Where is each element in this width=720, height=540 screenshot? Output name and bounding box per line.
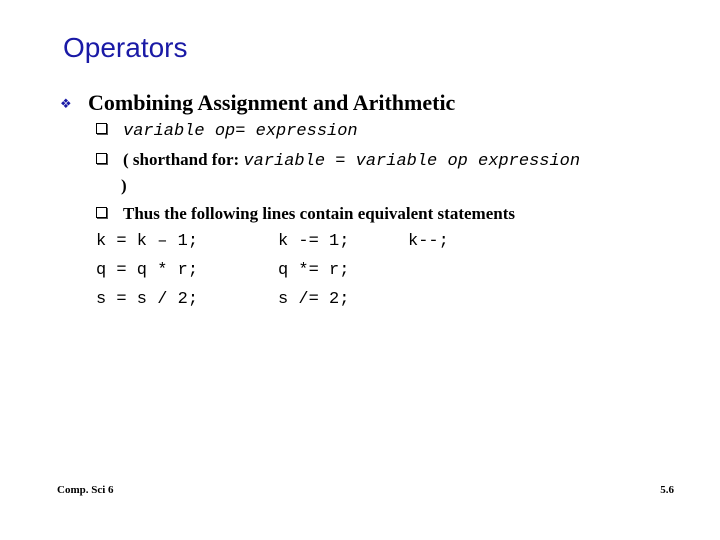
code-cell: q *= r;: [278, 261, 350, 280]
square-bullet-icon: [96, 207, 107, 218]
footer-page-number: 5.6: [660, 484, 674, 496]
sub-item-2: [96, 150, 580, 171]
diamond-bullet-icon: ❖: [60, 96, 72, 111]
sub-item-1: [96, 122, 358, 141]
bullet-main: [60, 90, 455, 116]
code-cell: s = s / 2;: [96, 290, 199, 309]
square-bullet-icon: [96, 153, 107, 164]
code-cell: k -= 1;: [278, 232, 350, 251]
sub-item-1-text: variable op= expression: [123, 122, 358, 141]
sub-item-2-prefix: ( shorthand for:: [123, 150, 244, 169]
sub-item-2-suffix: ): [121, 176, 127, 195]
sub-item-3-text: Thus the following lines contain equivalent statements: [123, 204, 515, 223]
sub-item-2-text: variable = variable op expression: [243, 152, 581, 171]
sub-item-2-cont: [121, 176, 127, 196]
square-bullet-icon: [96, 123, 107, 134]
sub-item-3: [96, 204, 515, 224]
code-row: [96, 290, 350, 366]
code-cell: q = q * r;: [96, 261, 199, 280]
slide-title: Operators: [63, 32, 188, 63]
code-cell: s /= 2;: [278, 290, 350, 309]
code-cell: k = k – 1;: [96, 232, 199, 251]
bullet-main-text: Combining Assignment and Arithmetic: [88, 90, 456, 115]
footer-course: Comp. Sci 6: [57, 484, 114, 496]
code-cell: k--;: [408, 232, 449, 251]
